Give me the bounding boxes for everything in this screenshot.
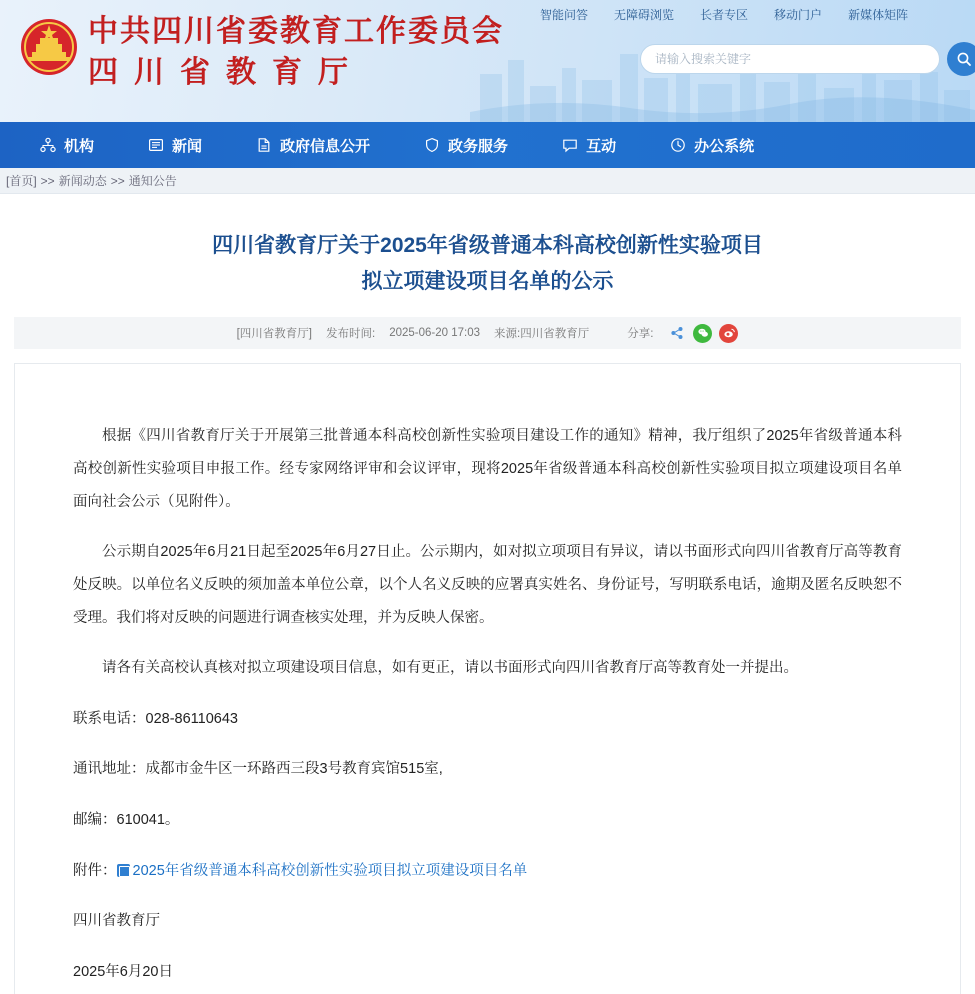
article-sign-date: 2025年6月20日 [73,963,173,980]
meta-publish-label: 发布时间: [325,328,376,341]
nav-label-info-disclosure: 政府信息公开 [280,137,371,155]
attachment-link[interactable]: 2025年省级普通本科高校创新性实验项目拟立项建设项目名单 [132,862,528,879]
shield-icon [424,137,440,153]
news-icon [148,137,164,153]
attachment-label: 附件： [73,862,117,879]
wechat-glyph-icon [697,327,709,339]
page-content [0,194,975,994]
share-node-icon [670,326,684,340]
breadcrumb-notice[interactable]: 通知公告 [128,174,177,188]
article-paragraph-1: 根据《四川省教育厅关于开展第三批普通本科高校创新性实验项目建设工作的通知》精神，我厅组织了2025年省级普通本科高校创新性实验项目申报工作。经专家网络评审和会议评审，现将2025年省级普通本科高校创新性实验项目拟立项建设项目名单面向社会公示（见附件）。 [73,428,902,510]
share-icon[interactable] [667,324,686,343]
org-line-2: 四川省教育厅 [88,56,364,90]
chat-icon [562,137,578,153]
nav-item-info-disclosure[interactable] [256,135,370,156]
share-icon-group [667,324,738,343]
article-paragraph-3: 请各有关高校认真核对拟立项建设项目信息，如有更正，请以书面形式向四川省教育厅高等教育处一并提出。 [102,660,798,677]
nav-item-org[interactable] [40,135,94,156]
nav-item-news[interactable] [148,135,202,156]
weibo-icon[interactable] [719,324,738,343]
top-utility-links [540,6,908,23]
meta-share-label: 分享: [627,328,654,341]
nav-label-gov-service: 政务服务 [448,137,509,155]
site-header [0,0,975,122]
top-link-ai-qa[interactable]: 智能问答 [540,8,589,22]
org-line-1: 中共四川省委教育工作委员会 [88,15,504,48]
weibo-glyph-icon [723,327,735,339]
article-container [0,194,975,994]
nav-item-gov-service[interactable] [424,135,508,156]
search-input[interactable] [653,51,927,67]
title-line-2: 拟立项建设项目名单的公示 [361,269,614,293]
title-line-1: 四川省教育厅关于2025年省级普通本科高校创新性实验项目 [212,234,763,257]
search-box[interactable] [640,44,940,74]
search-button[interactable] [947,42,975,76]
document-icon [256,137,272,153]
nav-label-interaction: 互动 [586,137,617,155]
wechat-icon[interactable] [693,324,712,343]
breadcrumb-separator-2: >> [110,173,125,188]
article-meta [14,317,961,349]
top-link-media-matrix[interactable]: 新媒体矩阵 [848,8,909,22]
nav-label-org: 机构 [64,137,95,155]
article-paragraph-2: 公示期自2025年6月21日起至2025年6月27日止。公示期内，如对拟立项项目有异议，请以书面形式向四川省教育厅高等教育处反映。以单位名义反映的须加盖本单位公章，以个人名义反映的应署真实姓名、身份证号，写明联系电话，逾期及匿名反映恕不受理。我们将对反映的问题进行调查核实处理，并为反映人保密。 [73,544,902,626]
top-link-senior[interactable]: 长者专区 [700,8,749,22]
nav-item-office-system[interactable] [670,135,754,156]
top-link-accessibility[interactable]: 无障碍浏览 [614,8,675,22]
breadcrumb-news[interactable]: 新闻动态 [58,174,107,188]
meta-source-bracket: [四川省教育厅] [236,328,312,341]
nav-label-news: 新闻 [172,137,203,155]
national-emblem-icon [18,16,80,78]
article-contact-address: 通讯地址：成都市金牛区一环路西三段3号教育宾馆515室, [73,761,443,778]
clock-icon [670,137,686,153]
top-link-mobile[interactable]: 移动门户 [774,8,823,22]
main-nav [0,122,975,168]
org-icon [40,137,56,153]
search-icon [956,51,972,67]
attachment-file-icon [117,864,130,877]
breadcrumb-separator-1: >> [40,173,55,188]
article-signature: 四川省教育厅 [73,913,160,930]
nav-item-interaction[interactable] [562,135,616,156]
breadcrumb [0,168,975,194]
breadcrumb-home[interactable]: [首页] [6,174,37,188]
meta-source-label: 来源:四川省教育厅 [494,328,590,341]
nav-label-office-system: 办公系统 [694,137,755,155]
article-contact-phone: 联系电话：028-86110643 [73,710,238,727]
attachment-row [73,855,902,888]
article-postcode: 邮编：610041。 [73,812,180,828]
meta-publish-time: 2025-06-20 17:03 [389,327,480,340]
page-title [0,194,975,317]
site-title [88,14,504,91]
article-body [14,363,961,994]
